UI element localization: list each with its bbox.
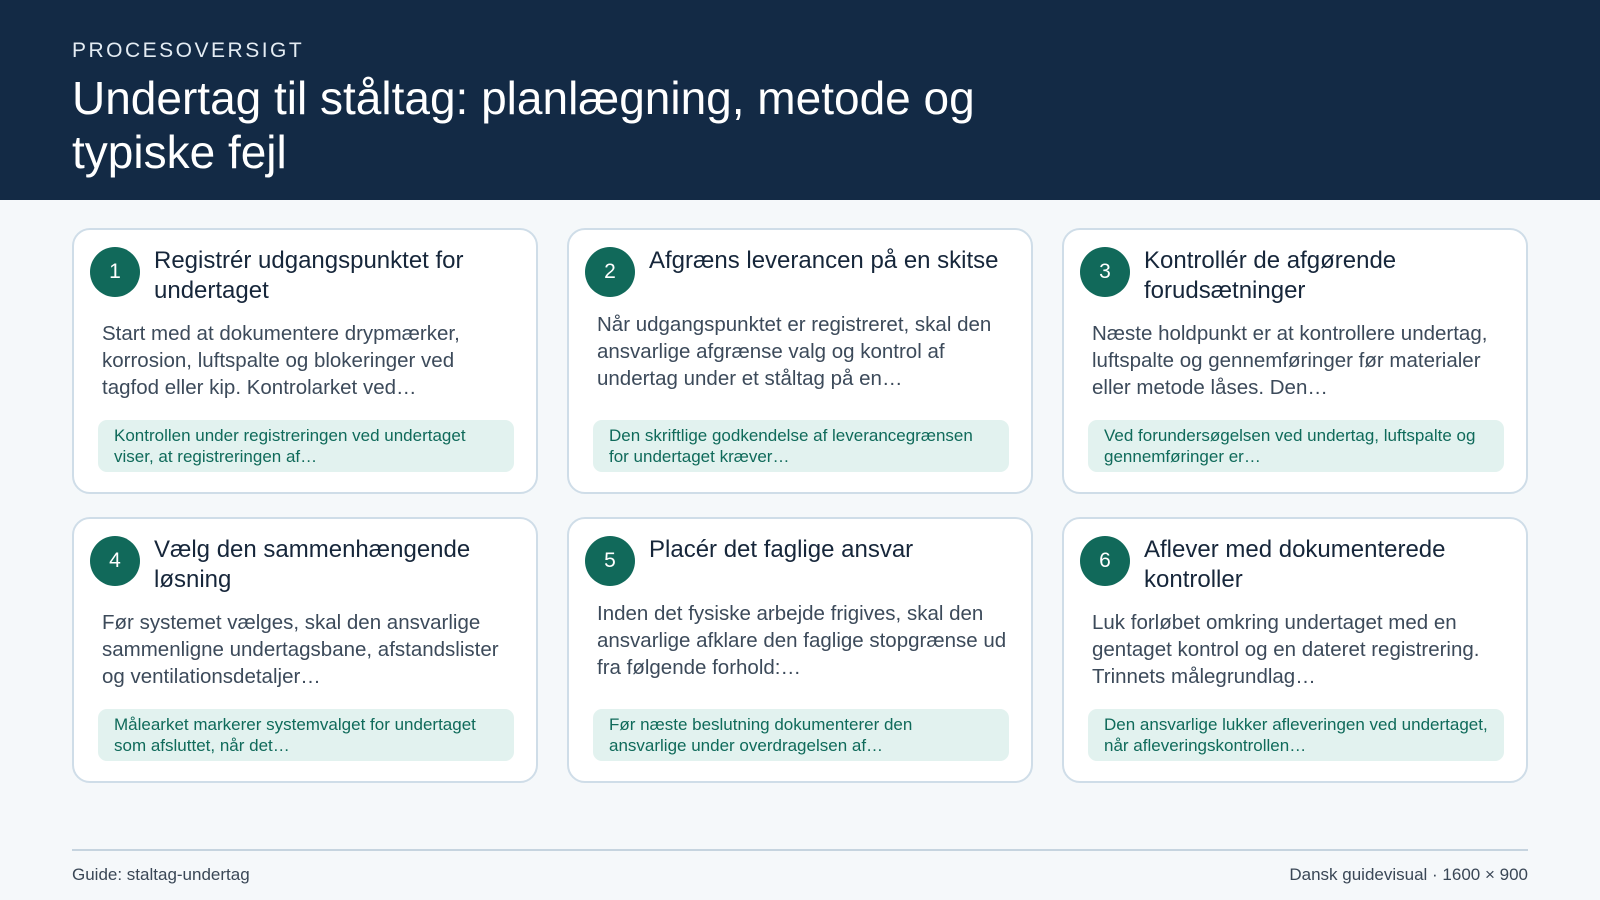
step-number-badge: 6 xyxy=(1080,536,1130,586)
step-note: Før næste beslutning dokumenterer den ansvarlige under overdragelsen af… xyxy=(593,709,1009,761)
page-header xyxy=(0,0,1600,200)
step-card-header xyxy=(90,535,514,595)
step-title: Afgræns leverancen på en skitse xyxy=(649,247,999,274)
step-note: Den skriftlige godkendelse af leverancegrænsen for undertaget kræver… xyxy=(593,420,1009,472)
step-card-1 xyxy=(72,228,538,494)
step-note: Målearket markerer systemvalget for undertaget som afsluttet, når det… xyxy=(98,709,514,761)
step-description: Når udgangspunktet er registreret, skal den ansvarlige afgrænse valg og kontrol af undertag under et ståltag på en… xyxy=(597,313,992,390)
step-number-badge: 4 xyxy=(90,536,140,586)
step-note: Den ansvarlige lukker afleveringen ved undertaget, når afleveringskontrollen… xyxy=(1088,709,1504,761)
step-card-header xyxy=(1080,535,1504,595)
step-title: Registrér udgangspunktet for undertaget xyxy=(154,247,464,304)
step-note: Ved forundersøgelsen ved undertag, luftspalte og gennemføringer er… xyxy=(1088,420,1504,472)
step-description: Næste holdpunkt er at kontrollere undertag, luftspalte og gennemføringer før materialer eller metode låses. Den… xyxy=(1092,322,1488,399)
step-note: Kontrollen under registreringen ved undertaget viser, at registreringen af… xyxy=(98,420,514,472)
footer-meta-label: Dansk guidevisual · 1600 × 900 xyxy=(1289,865,1528,884)
step-card-header xyxy=(90,246,514,306)
step-card-header xyxy=(1080,246,1504,306)
footer-divider xyxy=(72,849,1528,851)
step-card-5 xyxy=(567,517,1033,783)
step-number-badge: 3 xyxy=(1080,247,1130,297)
step-number-badge: 5 xyxy=(585,536,635,586)
step-card-3 xyxy=(1062,228,1528,494)
step-description: Start med at dokumentere drypmærker, korrosion, luftspalte og blokeringer ved tagfod eller kip. Kontrolarket ved… xyxy=(102,322,460,399)
step-card-header xyxy=(585,535,1009,586)
step-grid xyxy=(72,228,1528,783)
step-title: Vælg den sammenhængende løsning xyxy=(154,536,471,593)
step-card-2 xyxy=(567,228,1033,494)
step-number-badge: 1 xyxy=(90,247,140,297)
step-title: Aflever med dokumenterede kontroller xyxy=(1144,536,1446,593)
step-number-badge: 2 xyxy=(585,247,635,297)
eyebrow-label: PROCESOVERSIGT xyxy=(72,39,305,62)
step-title: Kontrollér de afgørende forudsætninger xyxy=(1144,247,1397,304)
footer-guide-label: Guide: staltag-undertag xyxy=(72,865,250,884)
page-title: Undertag til ståltag: planlægning, metode og typiske fejl xyxy=(72,72,975,178)
step-description: Før systemet vælges, skal den ansvarlige sammenligne undertagsbane, afstandslister og ventilationsdetaljer… xyxy=(102,611,499,688)
step-description: Inden det fysiske arbejde frigives, skal den ansvarlige afklare den faglige stopgrænse ud fra følgende forhold:… xyxy=(597,602,1007,679)
step-card-header xyxy=(585,246,1009,297)
step-description: Luk forløbet omkring undertaget med en gentaget kontrol og en dateret registrering. Trinnets målegrundlag… xyxy=(1092,611,1480,688)
step-card-4 xyxy=(72,517,538,783)
step-title: Placér det faglige ansvar xyxy=(649,536,914,563)
step-card-6 xyxy=(1062,517,1528,783)
